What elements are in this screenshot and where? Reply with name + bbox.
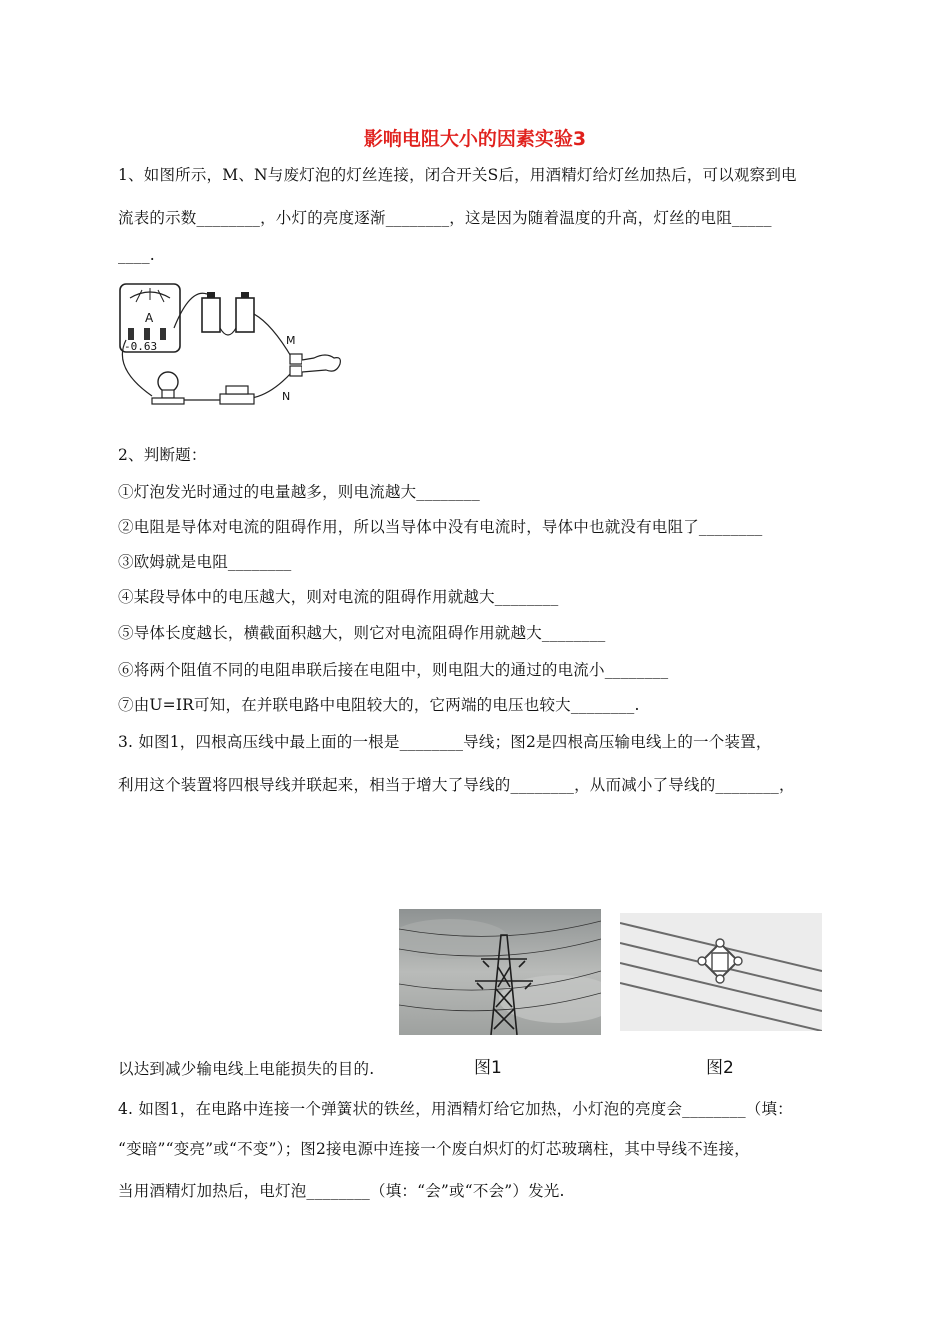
q1-line-1: 1、如图所示，M、N与废灯泡的灯丝连接，闭合开关S后，用酒精灯给灯丝加热后，可以观察到电 <box>118 166 797 184</box>
page-title: 影响电阻大小的因素实验3 <box>363 128 587 150</box>
battery-2 <box>236 298 254 332</box>
label-m: M <box>286 334 296 347</box>
q2-item-6: ⑥将两个阻值不同的电阻串联后接在电阻中，则电阻大的通过的电流小________ <box>118 661 669 679</box>
q2-item-3: ③欧姆就是电阻________ <box>118 553 292 571</box>
ammeter-letter: A <box>145 311 154 325</box>
q2-heading: 2、判断题： <box>118 446 207 464</box>
filament <box>302 355 340 372</box>
q4-line-3: 当用酒精灯加热后，电灯泡________（填：“会”或“不会”）发光. <box>118 1182 565 1200</box>
battery-1 <box>202 298 220 332</box>
q2-item-1: ①灯泡发光时通过的电量越多，则电流越大________ <box>118 483 480 501</box>
q2-item-5: ⑤导体长度越长，横截面积越大，则它对电流阻碍作用就越大________ <box>118 624 606 642</box>
circuit-diagram <box>112 278 348 416</box>
q1-line-2: 流表的示数________，小灯的亮度逐渐________，这是因为随着温度的升高，灯丝的电阻_____ <box>118 209 772 227</box>
ammeter <box>120 284 180 353</box>
figure-1-label: 图1 <box>474 1058 502 1078</box>
q2-item-7: ⑦由U=IR可知，在并联电路中电阻较大的，它两端的电压也较大________. <box>118 696 640 714</box>
figure-2-spacer-device <box>620 913 822 1031</box>
q2-item-2: ②电阻是导体对电流的阻碍作用，所以当导体中没有电流时，导体中也就没有电阻了________ <box>118 518 763 536</box>
figure-1-power-tower <box>399 909 601 1035</box>
label-n: N <box>282 390 291 403</box>
q3-line-2: 利用这个装置将四根导线并联起来，相当于增大了导线的________，从而减小了导线的________， <box>118 776 795 794</box>
q2-item-4: ④某段导体中的电压越大，则对电流的阻碍作用就越大________ <box>118 588 559 606</box>
q3-line-3: 以达到减少输电线上电能损失的目的. <box>118 1060 375 1078</box>
q4-line-1: 4. 如图1，在电路中连接一个弹簧状的铁丝，用酒精灯给它加热，小灯泡的亮度会________（填： <box>118 1100 793 1118</box>
switch <box>220 386 254 404</box>
q1-line-3: ____. <box>118 246 155 264</box>
q3-line-1: 3. 如图1，四根高压线中最上面的一根是________导线；图2是四根高压输电线上的一个装置， <box>118 733 772 751</box>
q4-line-2: “变暗”“变亮”或“不变”）；图2接电源中连接一个废白炽灯的灯芯玻璃柱，其中导线不连接， <box>118 1140 750 1158</box>
figure-2-label: 图2 <box>706 1058 734 1078</box>
bulb <box>152 372 184 404</box>
ammeter-scale: -0.63 <box>124 340 158 353</box>
